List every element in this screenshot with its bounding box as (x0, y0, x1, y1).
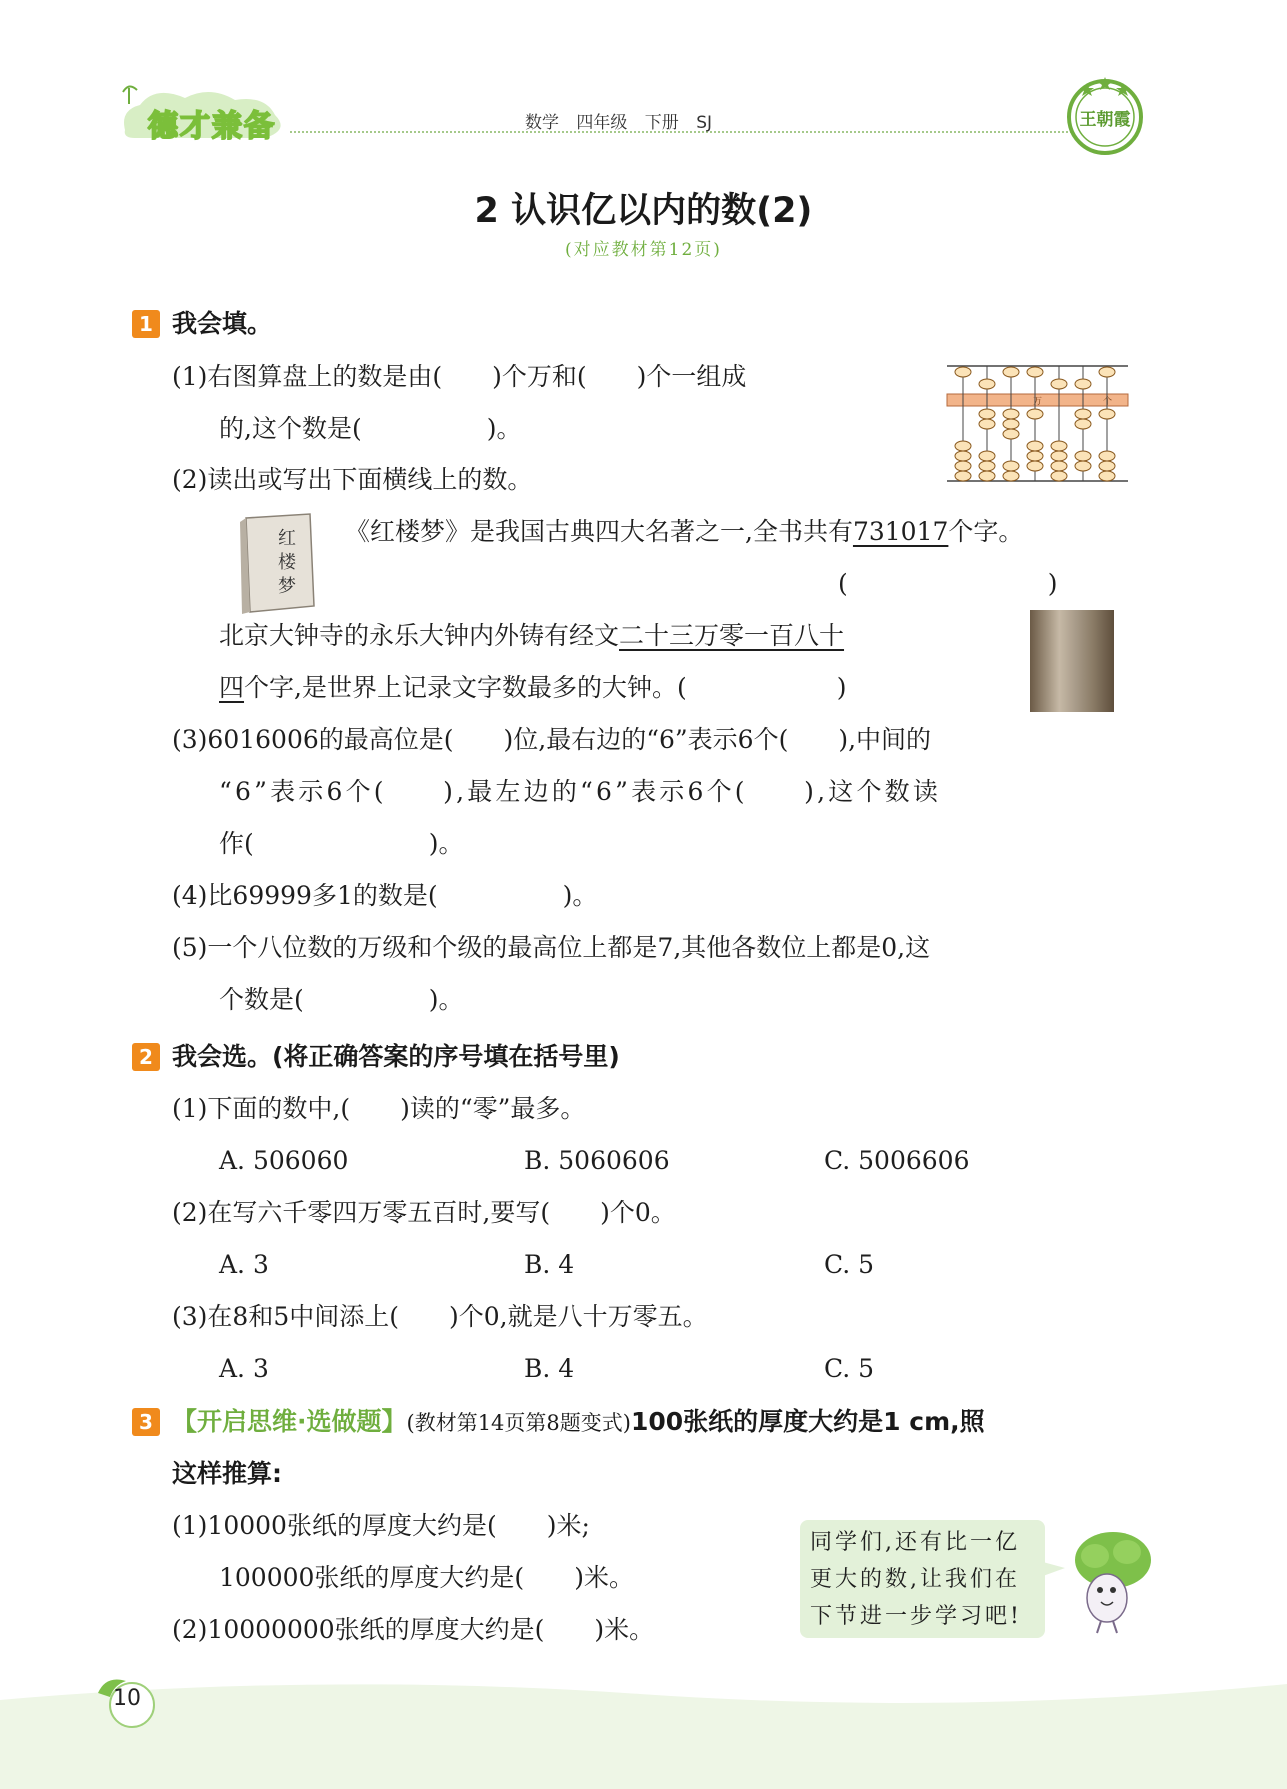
q2-3-option-a: A. 3 (219, 1354, 269, 1383)
book-text-a: 《红楼梦》是我国古典四大名著之一,全书共有 (345, 517, 853, 546)
q2-2-option-b: B. 4 (524, 1250, 575, 1279)
header-subject: 数学 四年级 下册 SJ (525, 113, 713, 133)
bell-photo (1030, 610, 1114, 712)
q1-3-line-2: “6”表示6个( ),最左边的“6”表示6个( ),这个数读 (219, 777, 942, 806)
speech-bubble-tail (1043, 1560, 1065, 1580)
book-answer-blank: ( ) (838, 569, 1058, 598)
q1-2-bell-line-2 (219, 672, 846, 704)
section-3-title-a: 100张纸的厚度大约是1 cm,照 (630, 1407, 985, 1436)
book-image (238, 512, 318, 616)
q2-1-option-c: C. 5006606 (824, 1146, 970, 1175)
lesson-reference: (对应教材第12页) (565, 240, 722, 260)
q2-1-option-b: B. 5060606 (524, 1146, 670, 1175)
book-text-b: 个字。 (948, 517, 1024, 546)
q1-3-line-3: 作( )。 (219, 829, 464, 858)
q3-2: (2)10000000张纸的厚度大约是( )米。 (172, 1615, 655, 1644)
publisher-seal (1063, 73, 1147, 157)
q1-5-line-2: 个数是( )。 (219, 985, 464, 1014)
section-1-badge: 1 (132, 310, 160, 338)
section-3-title (172, 1406, 985, 1439)
q1-5-line-1: (5)一个八位数的万级和个级的最高位上都是7,其他各数位上都是0,这 (172, 933, 931, 962)
brand-name: 德才兼备 (148, 109, 276, 144)
q2-3-option-c: C. 5 (824, 1354, 875, 1383)
abacus-figure (945, 362, 1130, 485)
page-number: 10 (113, 1686, 141, 1711)
section-3-title-b: 这样推算: (172, 1459, 282, 1488)
section-3-reference: (教材第14页第8题变式) (406, 1411, 631, 1435)
q1-4: (4)比69999多1的数是( )。 (172, 881, 598, 910)
q1-2-bell-line-1 (219, 620, 844, 652)
section-2-title: 我会选。(将正确答案的序号填在括号里) (172, 1042, 620, 1071)
q2-2-option-c: C. 5 (824, 1250, 875, 1279)
q2-3-option-b: B. 4 (524, 1354, 575, 1383)
bell-number-part-1: 二十三万零一百八十 (619, 621, 845, 650)
footer-wave (0, 1672, 1287, 1789)
q2-1: (1)下面的数中,( )读的“零”最多。 (172, 1094, 586, 1123)
q1-3-line-1: (3)6016006的最高位是( )位,最右边的“6”表示6个( ),中间的 (172, 725, 932, 754)
q2-1-option-a: A. 506060 (219, 1146, 349, 1175)
bell-text-a: 北京大钟寺的永乐大钟内外铸有经文 (219, 621, 620, 650)
q1-1-line-1: (1)右图算盘上的数是由( )个万和( )个一组成 (172, 362, 747, 391)
q1-2-book-line (345, 516, 1023, 548)
q1-2-title: (2)读出或写出下面横线上的数。 (172, 465, 533, 494)
speech-bubble-text: 同学们,还有比一亿更大的数,让我们在下节进一步学习吧! (810, 1530, 1022, 1629)
q2-3: (3)在8和5中间添上( )个0,就是八十万零五。 (172, 1302, 708, 1331)
book-number: 731017 (852, 517, 949, 546)
abacus-label-wan: 万 (1033, 397, 1043, 407)
q1-1-line-2: 的,这个数是( )。 (219, 414, 522, 443)
section-2-badge: 2 (132, 1043, 160, 1071)
abacus-label-ge: 个 (1103, 397, 1113, 407)
bell-text-b: 个字,是世界上记录文字数最多的大钟。( ) (244, 673, 847, 702)
mascot-cartoon (1065, 1528, 1155, 1638)
q2-2-option-a: A. 3 (219, 1250, 269, 1279)
section-1-title: 我会填。 (172, 309, 273, 338)
q3-1-line-1: (1)10000张纸的厚度大约是( )米; (172, 1511, 590, 1540)
book-cover-title: 红楼梦 (278, 528, 296, 597)
optional-challenge-tag: 【开启思维·选做题】 (172, 1407, 407, 1436)
bell-number-part-2: 四 (219, 673, 245, 702)
section-3-badge: 3 (132, 1408, 160, 1436)
q2-2: (2)在写六千零四万零五百时,要写( )个0。 (172, 1198, 676, 1227)
lesson-title: 2 认识亿以内的数(2) (474, 191, 813, 231)
q3-1-line-2: 100000张纸的厚度大约是( )米。 (219, 1563, 634, 1592)
seal-text: 王朝霞 (1079, 110, 1131, 130)
